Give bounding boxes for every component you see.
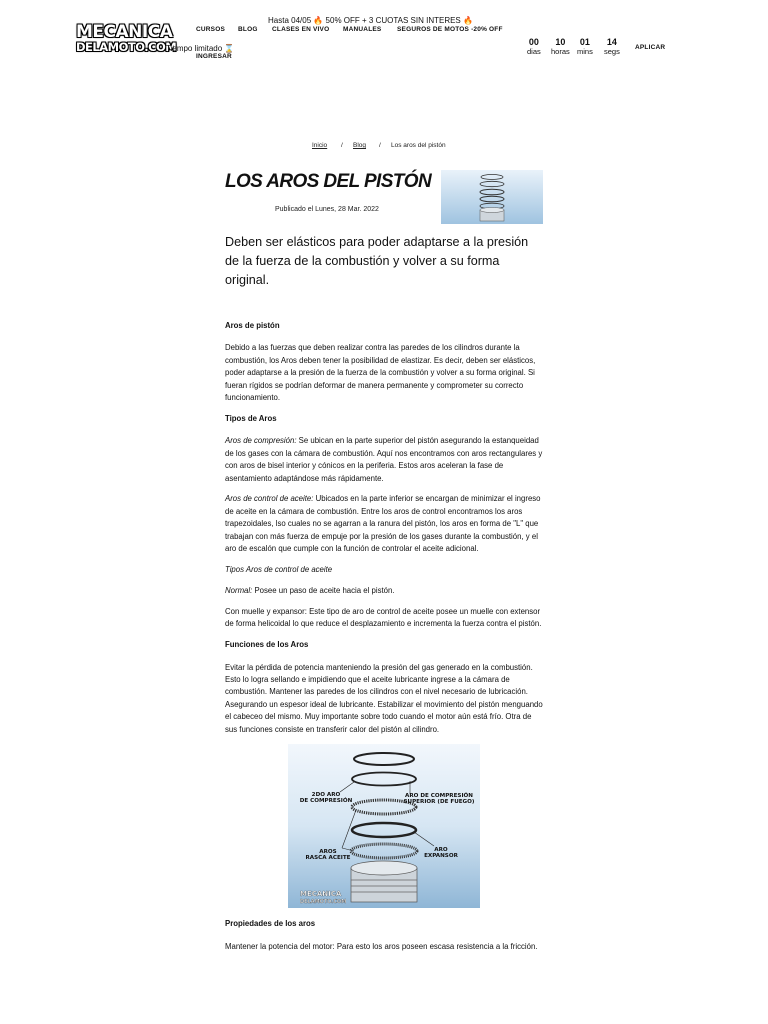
promo-limited-text: Tiempo limitado: [166, 44, 223, 53]
nav-item-clases-en-vivo[interactable]: CLASES EN VIVO: [272, 26, 330, 33]
promo-banner: [268, 16, 473, 25]
label-superior-l1: ARO DE COMPRESIÓN: [405, 793, 473, 800]
logo-line-1: MECANICA: [76, 22, 173, 42]
section-heading: Aros de pistón: [225, 321, 280, 330]
label-expansor-l1: ARO: [434, 847, 448, 854]
watermark-l2: DELAMOTO.COM: [300, 899, 347, 906]
nav-item-manuales[interactable]: MANUALES: [343, 26, 382, 33]
countdown-hours: [551, 37, 570, 56]
countdown-secs: [604, 37, 620, 56]
label-rasca-l2: RASCA ACEITE: [305, 855, 351, 862]
promo-limited: [166, 44, 234, 53]
term-label: Tipos Aros de control de aceite: [225, 565, 333, 574]
breadcrumb-inicio[interactable]: Inicio: [312, 142, 328, 149]
apply-button[interactable]: APLICAR: [635, 44, 666, 51]
paragraph-compresion: [225, 435, 545, 485]
nav-item-blog[interactable]: BLOG: [238, 26, 258, 33]
breadcrumb-blog[interactable]: Blog: [353, 142, 367, 149]
term-label: Aros de control de aceite:: [225, 494, 314, 504]
watermark-l1: MECANICA: [300, 890, 342, 899]
countdown-value: 00: [528, 37, 539, 47]
section-heading: Tipos de Aros: [225, 413, 277, 423]
piston-rings-diagram[interactable]: [288, 744, 480, 908]
section-heading: Propiedades de los aros: [225, 919, 316, 929]
paragraph-normal: [225, 585, 545, 597]
term-label: Normal:: [225, 585, 253, 595]
nav-item-cursos[interactable]: CURSOS: [196, 26, 226, 33]
countdown-unit: dias: [527, 47, 541, 56]
paragraph-control: [225, 493, 545, 555]
countdown-value: 10: [555, 37, 566, 47]
term-text: Se ubican en la parte superior del pistón asegurando la estanqueidad de los gases con la cámara de combustión. Aquí nos encontramos con aros rectangulares y con aros de bisel interior y cónicos en la periferia. Estos aros aceleran la fase de asentamiento adaptándose más rápidamente.: [225, 436, 543, 483]
paragraph: Con muelle y expansor: Este tipo de aro de control de aceite posee un muelle con extensor de forma helicoidal lo que reduce el desplazamiento e incrementa la fuerza contra el pistón.: [225, 606, 542, 629]
term-text: Posee un paso de aceite hacia el pistón.: [252, 585, 395, 595]
label-2do-aro-l2: DE COMPRESIÓN: [299, 798, 353, 805]
page-title: LOS AROS DEL PISTÓN: [225, 171, 432, 192]
countdown-unit: horas: [551, 47, 570, 56]
countdown-unit: segs: [604, 47, 620, 56]
publish-date: Publicado el Lunes, 28 Mar. 2022: [275, 206, 379, 213]
breadcrumb-separator: /: [379, 142, 381, 149]
logo-line-2: DELAMOTO.COM: [76, 40, 177, 54]
paragraph-tipos-control: [225, 564, 545, 576]
countdown-unit: mins: [577, 47, 593, 56]
article-thumbnail[interactable]: [441, 170, 543, 224]
paragraph: Evitar la pérdida de potencia manteniendo la presión del gas generado en la combustión. Esto lo logra sellando e impidiendo que el aceite lubricante ingrese a la cámara de combustión. Mantener las paredes de los cilindros con el nivel necesario de lubricación. Asegurando un espesor ideal de lubricante. Estabilizar el movimiento del pistón menguando el cabeceo del mismo. Muy importante sobre todo cuando el motor aún está frío. Otra de sus funciones consiste en transferir calor del pistón al cilindro.: [225, 662, 543, 734]
countdown-value: 01: [579, 37, 590, 47]
label-rasca-l1: AROS: [319, 849, 337, 856]
term-label: Aros de compresión:: [225, 436, 297, 446]
section-heading: Funciones de los Aros: [225, 640, 309, 650]
label-2do-aro-l1: 2DO ARO: [311, 792, 341, 799]
breadcrumb-current: Los aros del pistón: [391, 142, 446, 149]
countdown-days: [527, 37, 541, 56]
countdown-value: 14: [606, 37, 617, 47]
paragraph: Mantener la potencia del motor: Para esto los aros poseen escasa resistencia a la fricción.: [225, 941, 538, 951]
promo-text: Hasta 04/05 🔥 50% OFF + 3 CUOTAS SIN INTERES 🔥: [268, 16, 473, 25]
countdown-mins: [577, 37, 593, 56]
breadcrumb-separator: /: [341, 142, 343, 149]
paragraph: Debido a las fuerzas que deben realizar contra las paredes de los cilindros durante la combustión, los Aros deben tener la posibilidad de elastizar. Es decir, deben ser elásticos, poder adaptarse a la presión de la fuerza de la combustión y volver a su forma original. Si fueran rígidos se podrían deformar de manera permanente y comprometer su correcto funcionamiento.: [225, 343, 536, 403]
login-link[interactable]: INGRESAR: [196, 53, 232, 60]
article-body: [225, 320, 545, 962]
site-logo[interactable]: [76, 24, 176, 54]
label-superior-l2: SUPERIOR (DE FUEGO): [403, 799, 475, 806]
nav-item-seguros[interactable]: SEGUROS DE MOTOS -20% OFF: [397, 26, 503, 33]
hourglass-icon: ⌛: [224, 44, 235, 53]
label-expansor-l2: EXPANSOR: [424, 853, 458, 860]
term-text: Ubicados en la parte inferior se encargan de minimizar el ingreso de aceite en la cámara de combustión. Entre los aros de control encontramos los aros trapezoidales, lso cuales no se agarran a la ranura del pistón, los aros en forma de "L" que trabajan con más fuerza de empuje por la presión de los gases durante la combustión, y el aro de escalón que cumple con la función de controlar el aceite adicional.: [225, 494, 541, 554]
article-lead: Deben ser elásticos para poder adaptarse a la presión de la fuerza de la combustión y volver a su forma original.: [225, 235, 529, 287]
